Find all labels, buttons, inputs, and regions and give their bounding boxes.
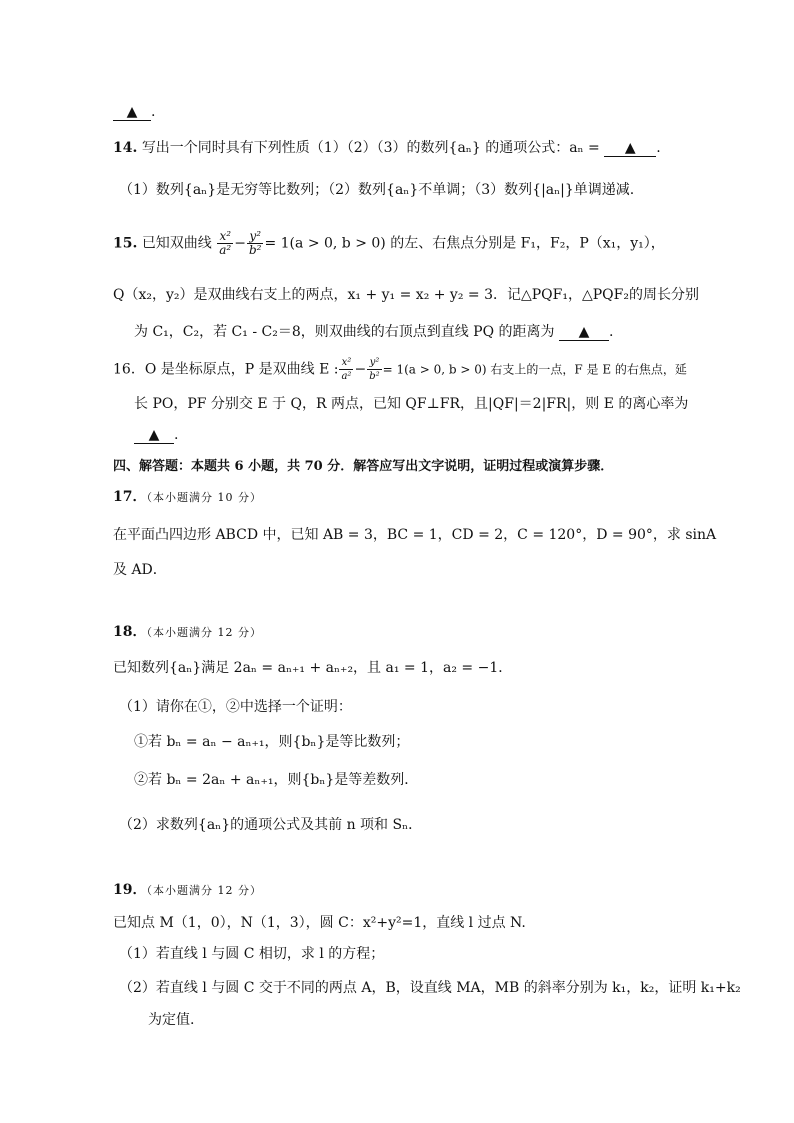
question-18-header bbox=[113, 622, 713, 643]
answer-blank: ▲ bbox=[559, 324, 609, 341]
question-17-line-1: 在平面凸四边形 ABCD 中，已知 AB = 3，BC = 1，CD = 2，C = 120°，D = 90°，求 sinA bbox=[113, 527, 717, 543]
question-number: 15. bbox=[113, 235, 138, 252]
question-18-part-2: （2）求数列{aₙ}的通项公式及其前 n 项和 Sₙ． bbox=[119, 817, 423, 833]
question-15-line-1: 15. 已知双曲线 $\frac{\text{x²}}{\text{a²}}$ − $\frac{\text{y²}}{\text{b²}}$ = 1(a > 0, b > 0) 的左、右焦点分别是 F₁，F₂，P（x₁，y₁）， bbox=[113, 229, 665, 257]
answer-blank: ▲ bbox=[113, 104, 151, 121]
question-text: 写出一个同时具有下列性质（1）（2）（3）的数列{aₙ} 的通项公式：aₙ = bbox=[141, 140, 600, 156]
fraction: $\frac{\text{x²}}{\text{a²}}$ bbox=[341, 357, 352, 382]
question-16-line-2: 长 PO，PF 分别交 E 于 Q，R 两点，已知 QF⊥FR，且|QF|＝2|FR|，则 E 的离心率为 bbox=[134, 396, 689, 412]
question-number: 14. bbox=[113, 140, 138, 156]
question-19-part-2: （2）若直线 l 与圆 C 交于不同的两点 A，B，设直线 MA，MB 的斜率分别为 k₁，k₂，证明 k₁+k₂ bbox=[119, 980, 741, 996]
question-19-part-2-cont: 为定值. bbox=[148, 1012, 195, 1028]
question-14: 14. 写出一个同时具有下列性质（1）（2）（3）的数列{aₙ} 的通项公式：aₙ = ▲ . bbox=[113, 140, 661, 156]
section-heading: 四、解答题：本题共 6 小题，共 70 分．解答应写出文字说明，证明过程或演算步骤． bbox=[113, 459, 614, 474]
score-note: （本小题满分 12 分） bbox=[146, 884, 262, 897]
score-note: （本小题满分 10 分） bbox=[146, 491, 262, 504]
question-15-line-2: Q（x₂，y₂）是双曲线右支上的两点，x₁ + y₁ = x₂ + y₂ = 3．记△PQF₁，△PQF₂的周长分别 bbox=[113, 287, 699, 303]
question-16-line-1: 16．O 是坐标原点，P 是双曲线 E : $\frac{\text{x²}}{\text{a²}}$ − $\frac{\text{y²}}{\text{b²}}$ = 1(a > 0, b > 0) 右支上的一点，F 是 E 的右焦点，延 bbox=[113, 357, 687, 382]
question-18-choice-2: ②若 bₙ = 2aₙ + aₙ₊₁，则{bₙ}是等差数列． bbox=[134, 772, 419, 788]
question-number: 17． bbox=[113, 489, 147, 505]
question-17-line-2: 及 AD． bbox=[113, 562, 167, 578]
score-note: （本小题满分 12 分） bbox=[146, 626, 262, 639]
question-number: 16． bbox=[113, 361, 145, 378]
answer-blank: ▲ bbox=[604, 140, 656, 157]
question-19-line-1: 已知点 M（1，0），N（1，3），圆 C：x²+y²=1，直线 l 过点 N. bbox=[113, 915, 526, 931]
question-19-header bbox=[113, 880, 713, 901]
fraction: $\frac{\text{y²}}{\text{b²}}$ bbox=[248, 229, 262, 257]
question-16-line-3: ▲ . bbox=[134, 425, 734, 445]
question-18-line-1: 已知数列{aₙ}满足 2aₙ = aₙ₊₁ + aₙ₊₂，且 a₁ = 1，a₂ = −1． bbox=[113, 660, 513, 676]
question-18-choice-1: ①若 bₙ = aₙ − aₙ₊₁，则{bₙ}是等比数列； bbox=[134, 734, 410, 750]
fraction: $\frac{\text{x²}}{\text{a²}}$ bbox=[219, 229, 232, 257]
fraction: $\frac{\text{y²}}{\text{b²}}$ bbox=[369, 357, 380, 382]
question-number: 18． bbox=[113, 624, 147, 640]
question-number: 19． bbox=[113, 882, 147, 898]
question-17-header bbox=[113, 487, 713, 508]
question-18-part-1: （1）请你在①，②中选择一个证明： bbox=[119, 699, 352, 715]
prev-question-tail: ▲ . bbox=[113, 102, 713, 122]
question-19-part-1: （1）若直线 l 与圆 C 相切，求 l 的方程； bbox=[119, 946, 385, 962]
question-14-properties: （1）数列{aₙ}是无穷等比数列；（2）数列{aₙ}不单调；（3）数列{|aₙ|}单调递减. bbox=[119, 182, 635, 198]
question-15-line-3: 为 C₁，C₂，若 C₁ - C₂＝8，则双曲线的右顶点到直线 PQ 的距离为 ▲ . bbox=[134, 324, 614, 340]
answer-blank: ▲ bbox=[134, 427, 174, 444]
